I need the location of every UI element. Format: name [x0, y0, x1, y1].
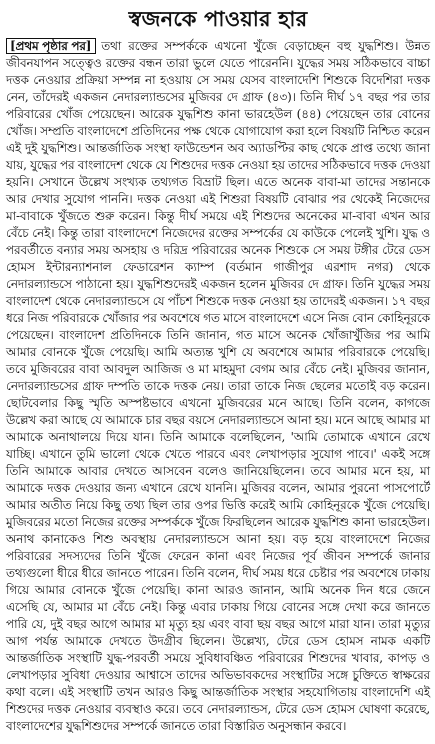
article-body-paragraph	[6, 38, 430, 735]
continued-from-front-page-label: [প্রথম পৃষ্ঠার পর]	[6, 38, 96, 54]
article-headline: স্বজনকে পাওয়ার হার	[128, 7, 308, 31]
article-body-text: তথা রক্তের সম্পর্ককে এখনো খুঁজে বেড়াচ্ছেন বহু যুদ্ধশিশু। উন্নত জীবনযাপন সত্ত্বেও রক্তের বন্ধন তারা ভুলে যেতে পারেননি। যুদ্ধের সময় সঠিকভাবে বাচ্চা দত্তক নেওয়ার প্রক্রিয়া সম্পন্ন না হওয়ায় সে সময় যেসব বাংলাদেশি শিশুকে বিদেশিরা দত্তক নেন, তাঁদেরই একজন নেদারল্যান্ডসের মুজিবর দে গ্রাফ (৪৩)। তিনি দীর্ঘ ১৭ বছর পর তার পরিবারের খোঁজ পেয়েছেন। আরেক যুদ্ধশিশু কানা ভারহেউল (৪৪) পেয়েছেন তার বোনের খোঁজ। সম্প্রতি বাংলাদেশে প্রতিদিনের পক্ষ থেকে যোগাযোগ করা হলে বিষয়টি নিশ্চিত করেন এই দুই যুদ্ধশিশু। আন্তর্জাতিক সংস্থা ফাউন্ডেশন অব অ্যাডপ্টির কাছ থেকে প্রাপ্ত তথ্যে জানা যায়, যুদ্ধের পর বাংলাদেশ থেকে যে শিশুদের দত্তক নেওয়া হয় তাদের সঠিকভাবে দত্তক দেওয়া হয়নি। সেখানে উল্লেখ সংখ্যক তথ্যগত বিভ্রাট ছিল। এতে অনেক বাবা-মা তাদের সন্তানকে আর দেখার সুযোগ পাননি। দত্তক নেওয়া এই শিশুরা বিষয়টি বোঝার পর থেকেই নিজেদের মা-বাবাকে খুঁজতে শুরু করেন। কিন্তু দীর্ঘ সময়ে এই শিশুদের অনেকের মা-বাবা এখন আর বেঁচে নেই। কিন্তু তারা বাংলাদেশে নিজেদের রক্তের সম্পর্কের যে কাউকে পেলেই খুশি। যুদ্ধ ও পরবর্তীতে বন্যার সময় অসহায় ও দরিদ্র পরিবারের অনেক শিশুকে সে সময় টঙ্গীর টেরে ডেস হোমস ইন্টারন্যাশনাল ফেডারেশন ক্যাম্প (বর্তমান গাজীপুর এরশাদ নগর) থেকে নেদারল্যান্ডসে পাঠানো হয়। যুদ্ধশিশুদেরই একজন হলেন মুজিবর দে গ্রাফ। তিনি যুদ্ধের সময় বাংলাদেশ থেকে নেদারল্যান্ডসে যে পাঁচশ শিশুকে দত্তক নেওয়া হয় তাদেরই একজন। ১৭ বছর ধরে নিজ পরিবারকে খোঁজার পর অবশেষে গত মাসে বাংলাদেশে এসে নিজ বোন কোহিনূরকে পেয়েছেন। বাংলাদেশ প্রতিদিনকে তিনি জানান, গত মাসে অনেক খোঁজাখুঁজির পর আমি আমার বোনকে খুঁজে পেয়েছি। আমি অত্যন্ত খুশি যে অবশেষে আমার পরিবারকে পেয়েছি। তবে মুজিবরের বাবা আবদুল আজিজ ও মা মাহমুদা বেগম আর বেঁচে নেই। মুজিবর জানান, নেদারল্যান্ডসের গ্রাফ দম্পতি তাকে দত্তক নেয়। তারা তাকে নিজ ছেলের মতোই বড় করেন। ছোটবেলার কিছু স্মৃতি অস্পষ্টভাবে এখনো মুজিবরের মনে আছে। তিনি বলেন, কাগজে উল্লেখ করা আছে যে আমাকে চার বছর বয়সে নেদারল্যান্ডসে আনা হয়। মনে আছে আমার মা আমাকে অনাথালয়ে দিয়ে যান। তিনি আমাকে বলেছিলেন, 'আমি তোমাকে এখানে রেখে যাচ্ছি। এখানে তুমি ভালো থেকে খেতে পারবে এবং লেখাপড়ার সুযোগ পাবে।' একই সঙ্গে তিনি আমাকে আবার দেখতে আসবেন বলেও জানিয়েছিলেন। তবে আমার মনে হয়, মা আমাকে দত্তক দেওয়ার জন্য এখানে রেখে যাননি। মুজিবর বলেন, আমার পুরনো পাসপোর্টে আমার অতীত নিয়ে কিছু তথ্য ছিল তার ওপর ভিত্তি করেই আমি কোহিনূরকে খুঁজে পেয়েছি। মুজিবরের মতো নিজের রক্তের সম্পর্ককে খুঁজে ফিরছিলেন আরেক যুদ্ধশিশু কানা ভারহেউল। অনাথ কানাকেও শিশু অবস্থায় নেদারল্যান্ডসে আনা হয়। বড় হয়ে বাংলাদেশে নিজের পরিবারের সদস্যদের তিনি খুঁজে ফেরেন কানা এবং নিজের পূর্ব জীবন সম্পর্কে জানার তথ্যগুলো ধীরে ধীরে জানতে পারেন। তিনি বলেন, দীর্ঘ সময় ধরে চেষ্টার পর অবশেষে ঢাকায় গিয়ে আমার বোনকে খুঁজে পেয়েছি। কানা আরও জানান, আমি অনেক দিন ধরে জেনে এসেছি যে, আমার মা বেঁচে নেই। কিন্তু এবার ঢাকায় গিয়ে বোনের সঙ্গে দেখা করে জানতে পারি যে, দুই বছর আগে আমার মা মৃত্যু হয় এবং বাবা ছয় বছর আগে মারা যান। তারা মৃত্যুর আগ পর্যন্ত আমাকে দেখতে উদগ্রীব ছিলেন। উল্লেখ্য, টেরে ডেস হোমস নামক একটি আন্তর্জাতিক সংস্থাটি যুদ্ধ-পরবর্তী সময়ে সুবিধাবঞ্চিত পরিবারের শিশুদের খাবার, কাপড় ও লেখাপড়ার সুবিধা দেওয়ার আশ্বাসে তাদের অভিভাবকদের সংস্থাটির সঙ্গে চুক্তিতে স্বাক্ষরের কথা বলে। এই সংস্থাটি তখন আরও কিছু আন্তর্জাতিক সংস্থার সহযোগিতায় বাংলাদেশি এই শিশুদের দত্তক নেওয়ার ব্যবস্থাও করে। তবে নেদারল্যান্ডস, টেরে ডেস হোমস ঘোষণা করেছে, বাংলাদেশের যুদ্ধশিশুদের সম্পর্কে জানতে তারা বিস্তারিত অনুসন্ধান করবে।	[6, 39, 430, 733]
